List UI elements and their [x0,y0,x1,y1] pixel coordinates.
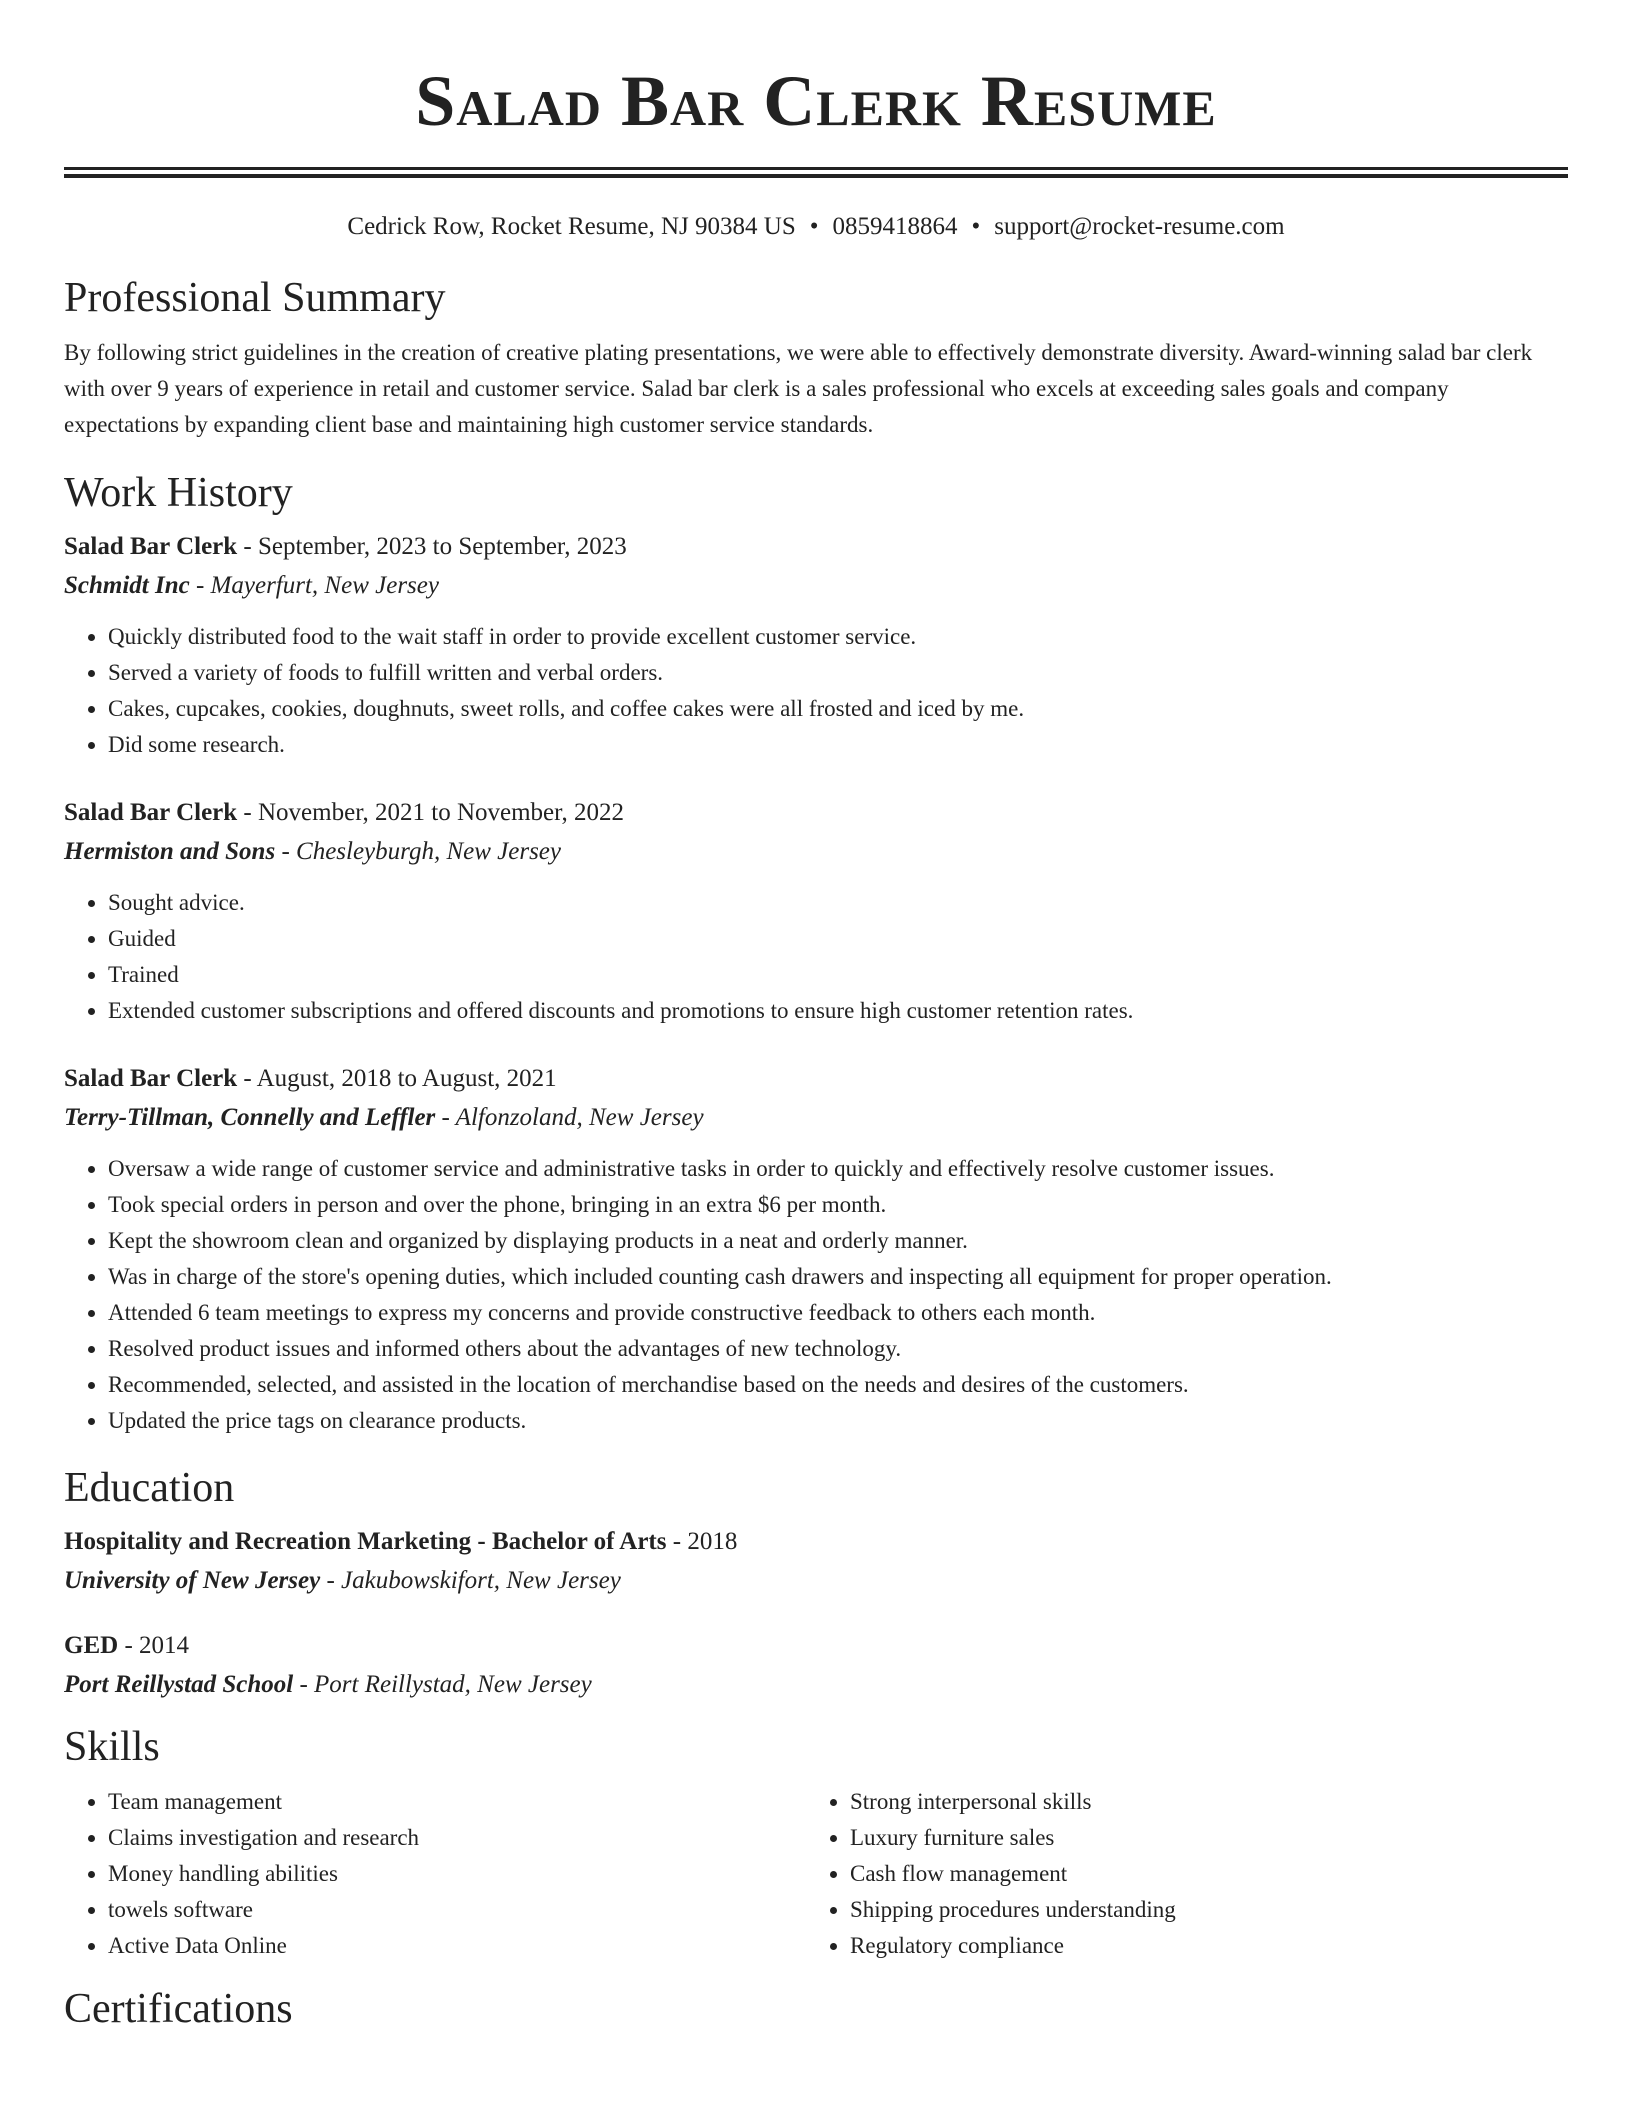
list-item: • Trained [108,957,1568,993]
education-entry [64,1525,1568,1598]
job-company: Terry-Tillman, Connelly and Leffler [64,1104,436,1131]
contact-separator: • [971,213,981,240]
job-title-line [64,530,1568,564]
skill-item: • Regulatory compliance [850,1928,1548,1964]
skill-item: • Strong interpersonal skills [850,1784,1548,1820]
list-item: • Did some research. [108,727,1568,763]
job-company-line [64,835,1568,869]
job-location: - Mayerfurt, New Jersey [189,572,439,599]
job-location: - Chesleyburgh, New Jersey [275,838,561,865]
education-entry [64,1629,1568,1702]
graduation-year: - 2014 [118,1632,190,1659]
skill-item: • Luxury furniture sales [850,1820,1548,1856]
resume-page [64,0,1568,2034]
list-item: • Recommended, selected, and assisted in the location of merchandise based on the needs and desires of the customers. [108,1367,1568,1403]
resume-title: Salad Bar Clerk Resume [415,61,1217,141]
job-dates: - September, 2023 to September, 2023 [237,533,627,560]
skill-item: • Cash flow management [850,1856,1548,1892]
job-entry [64,796,1568,1029]
list-item: • Cakes, cupcakes, cookies, doughnuts, sweet rolls, and coffee cakes were all frosted and iced by me. [108,691,1568,727]
contact-phone: 0859418864 [832,213,958,240]
job-title: Salad Bar Clerk [64,799,238,826]
list-item: • Kept the showroom clean and organized by displaying products in a neat and orderly manner. [108,1223,1568,1259]
skill-item: • Active Data Online [108,1928,806,1964]
list-item: • Oversaw a wide range of customer service and administrative tasks in order to quickly and effectively resolve customer issues. [108,1151,1568,1187]
contact-separator: • [809,213,819,240]
degree: Hospitality and Recreation Marketing - Bachelor of Arts [64,1528,667,1555]
job-company: Hermiston and Sons [64,838,276,865]
job-location: - Alfonzoland, New Jersey [435,1104,704,1131]
job-duties-list [64,885,1568,1029]
list-item: • Served a variety of foods to fulfill written and verbal orders. [108,655,1568,691]
contact-email: support@rocket-resume.com [994,213,1285,240]
list-item: • Guided [108,921,1568,957]
job-title-line [64,1062,1568,1096]
skills-list-left [64,1784,806,1964]
list-item: • Resolved product issues and informed others about the advantages of new technology. [108,1331,1568,1367]
degree: GED [64,1632,119,1659]
school: University of New Jersey [64,1567,321,1594]
school-line [64,1564,1568,1598]
contact-address: Cedrick Row, Rocket Resume, NJ 90384 US [347,213,796,240]
degree-line [64,1525,1568,1559]
job-title: Salad Bar Clerk [64,533,238,560]
skill-item: • Shipping procedures understanding [850,1892,1548,1928]
job-dates: - November, 2021 to November, 2022 [237,799,624,826]
skill-item: • Team management [108,1784,806,1820]
job-dates: - August, 2018 to August, 2021 [237,1065,557,1092]
list-item: • Took special orders in person and over the phone, bringing in an extra $6 per month. [108,1187,1568,1223]
degree-line [64,1629,1568,1663]
skills-heading: Skills [64,1724,160,1770]
job-title: Salad Bar Clerk [64,1065,238,1092]
school-line [64,1668,1568,1702]
job-entry [64,530,1568,763]
job-company-line [64,1101,1568,1135]
list-item: • Quickly distributed food to the wait staff in order to provide excellent customer service. [108,619,1568,655]
title-divider [64,167,1568,178]
job-company-line [64,569,1568,603]
job-title-line [64,796,1568,830]
contact-line [64,212,1568,242]
school: Port Reillystad School [64,1671,294,1698]
list-item: • Extended customer subscriptions and offered discounts and promotions to ensure high customer retention rates. [108,993,1568,1029]
skills-list-right [806,1784,1548,1964]
work-history-heading: Work History [64,470,293,516]
skill-item: • Claims investigation and research [108,1820,806,1856]
job-duties-list [64,619,1568,763]
skill-item: • Money handling abilities [108,1856,806,1892]
job-company: Schmidt Inc [64,572,190,599]
job-entry [64,1062,1568,1439]
school-location: - Jakubowskifort, New Jersey [320,1567,621,1594]
summary-heading: Professional Summary [64,275,446,321]
skills-columns [64,1784,1568,1964]
list-item: • Updated the price tags on clearance products. [108,1403,1568,1439]
job-duties-list [64,1151,1568,1439]
school-location: - Port Reillystad, New Jersey [293,1671,592,1698]
summary-text: By following strict guidelines in the creation of creative plating presentations, we were able to effectively demonstrate diversity. Award-winning salad bar clerk with over 9 years of experience in retail and customer service. Salad bar clerk is a sales professional who excels at exceeding sales goals and company expectations by expanding client base and maintaining high customer service standards. [64,340,1533,437]
graduation-year: - 2018 [666,1528,738,1555]
list-item: • Attended 6 team meetings to express my concerns and provide constructive feedback to others each month. [108,1295,1568,1331]
list-item: • Was in charge of the store's opening duties, which included counting cash drawers and inspecting all equipment for proper operation. [108,1259,1568,1295]
certifications-heading: Certifications [64,1986,293,2032]
list-item: • Sought advice. [108,885,1568,921]
skill-item: • towels software [108,1892,806,1928]
education-heading: Education [64,1465,235,1511]
